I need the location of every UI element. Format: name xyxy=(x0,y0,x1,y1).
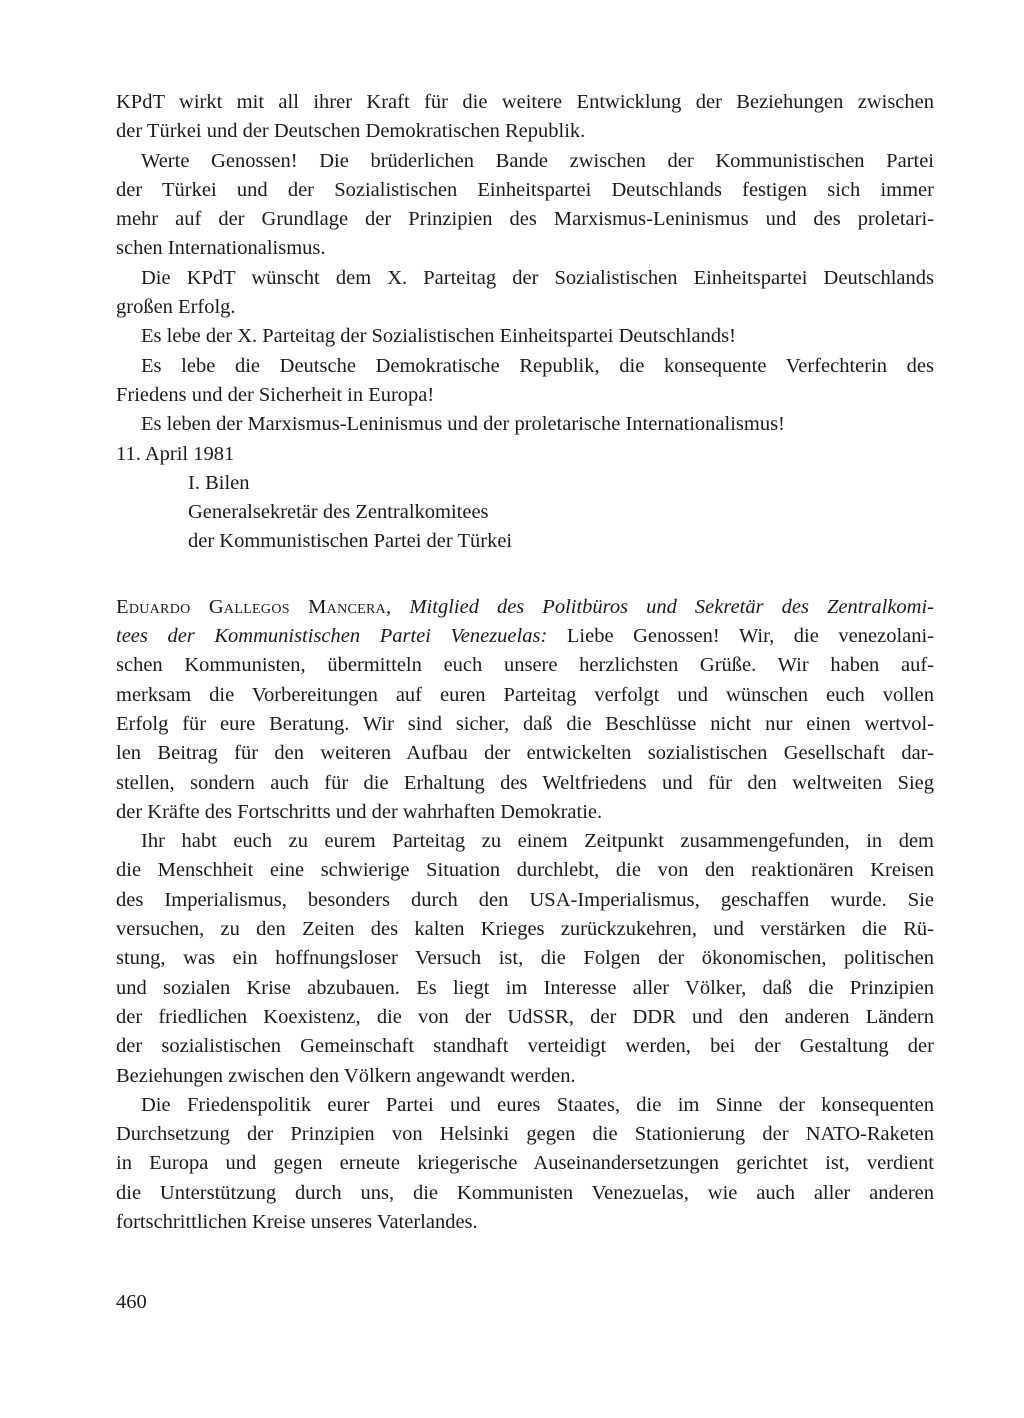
paragraph-speech-venezuela xyxy=(116,593,934,827)
paragraph-imperialism xyxy=(116,827,934,1091)
text-line: len Beitrag für den weiteren Aufbau der entwickelten sozialistischen Gesellschaft dar- xyxy=(116,742,934,765)
text-line: die Unterstützung durch uns, die Kommunisten Venezuelas, wie auch aller anderen xyxy=(116,1181,934,1204)
text-line: der Kräfte des Fortschritts und der wahrhaften Demokratie. xyxy=(116,800,603,823)
paragraph-werte-genossen xyxy=(116,147,934,264)
text-line: der Türkei und der Sozialistischen Einheitspartei Deutschlands festigen sich immer xyxy=(116,178,934,201)
paragraph-es-lebe-parteitag xyxy=(116,322,934,351)
text-line xyxy=(116,593,934,622)
document-page xyxy=(116,88,934,1237)
text-line: in Europa und gegen erneute kriegerische Auseinandersetzungen gerichtet ist, verdient xyxy=(116,1152,934,1175)
paragraph-wishes xyxy=(116,264,934,323)
text-line: der sozialistischen Gemeinschaft standhaft verteidigt werden, bei der Gestaltung der xyxy=(116,1035,934,1058)
signature-title: Generalsekretär des Zentralkomitees xyxy=(188,501,489,524)
signature-block xyxy=(116,469,934,557)
text-line: der friedlichen Koexistenz, die von der UdSSR, der DDR und den anderen Ländern xyxy=(116,1005,934,1028)
paragraph-es-lebe-ddr xyxy=(116,352,934,411)
section-spacer xyxy=(116,557,934,593)
text-line: stellen, sondern auch für die Erhaltung des Weltfriedens und für den weltweiten Sieg xyxy=(116,771,934,794)
text-line: Werte Genossen! Die brüderlichen Bande zwischen der Kommunistischen Partei xyxy=(141,149,934,172)
signature-organization: der Kommunistischen Partei der Türkei xyxy=(188,530,513,553)
text-line: KPdT wirkt mit all ihrer Kraft für die weitere Entwicklung der Beziehungen zwischen xyxy=(116,91,934,113)
text-line: merksam die Vorbereitungen auf euren Parteitag verfolgt und wünschen euch vollen xyxy=(116,683,934,706)
page-number: 460 xyxy=(116,1291,147,1313)
speech-opening: Liebe Genossen! Wir, die venezolani- xyxy=(547,625,935,648)
text-line: Es lebe der X. Parteitag der Sozialistischen Einheitspartei Deutschlands! xyxy=(141,325,736,348)
signature-name: I. Bilen xyxy=(188,471,250,494)
text-line: der Türkei und der Deutschen Demokratischen Republik. xyxy=(116,120,586,143)
text-line: fortschrittlichen Kreise unseres Vaterlandes. xyxy=(116,1210,478,1233)
speaker-name: Eduardo Gallegos Mancera, xyxy=(116,595,392,618)
paragraph-kpdt-relations xyxy=(116,88,934,147)
text-line: versuchen, zu den Zeiten des kalten Krieges zurückzukehren, und verstärken die Rü- xyxy=(116,918,934,941)
text-line: Durchsetzung der Prinzipien von Helsinki gegen die Stationierung der NATO-Raketen xyxy=(116,1123,934,1146)
text-line: großen Erfolg. xyxy=(116,296,236,319)
speaker-role-continued: tees der Kommunistischen Partei Venezuelas: xyxy=(116,625,548,648)
text-line: Die Friedenspolitik eurer Partei und eures Staates, die im Sinne der konsequenten xyxy=(141,1093,934,1116)
text-line: Beziehungen zwischen den Völkern angewandt werden. xyxy=(116,1064,576,1087)
text-line xyxy=(116,622,934,651)
text-line: Ihr habt euch zu eurem Parteitag zu einem Zeitpunkt zusammengefunden, in dem xyxy=(141,830,934,853)
text-line: Es leben der Marxismus-Leninismus und der proletarische Internationalismus! xyxy=(141,413,785,436)
text-line: schen Kommunisten, übermitteln euch unsere herzlichsten Grüße. Wir haben auf- xyxy=(116,654,934,677)
text-line: die Menschheit eine schwierige Situation durchlebt, die von den reaktionären Kreisen xyxy=(116,859,934,882)
text-line: stung, was ein hoffnungsloser Versuch ist, die Folgen der ökonomischen, politischen xyxy=(116,947,934,970)
paragraph-peace-policy xyxy=(116,1091,934,1237)
paragraph-es-leben-marxismus xyxy=(116,410,934,439)
text-line: schen Internationalismus. xyxy=(116,237,326,260)
text-line: Es lebe die Deutsche Demokratische Republik, die konsequente Verfechterin des xyxy=(141,354,934,377)
text-line: und sozialen Krise abzubauen. Es liegt im Interesse aller Völker, daß die Prinzipien xyxy=(116,976,934,999)
speaker-role: Mitglied des Politbüros und Sekretär des Zentralkomi- xyxy=(409,595,935,618)
text-line: des Imperialismus, besonders durch den USA-Imperialismus, geschaffen wurde. Sie xyxy=(116,888,934,911)
text-line: Friedens und der Sicherheit in Europa! xyxy=(116,383,435,406)
text-line: Erfolg für eure Beratung. Wir sind sicher, daß die Beschlüsse nicht nur einen wertvol- xyxy=(116,712,934,735)
text-line: Die KPdT wünscht dem X. Parteitag der Sozialistischen Einheitspartei Deutschlands xyxy=(141,266,934,289)
letter-date: 11. April 1981 xyxy=(116,442,235,465)
text-line: mehr auf der Grundlage der Prinzipien des Marxismus-Leninismus und des proletari- xyxy=(116,208,934,231)
